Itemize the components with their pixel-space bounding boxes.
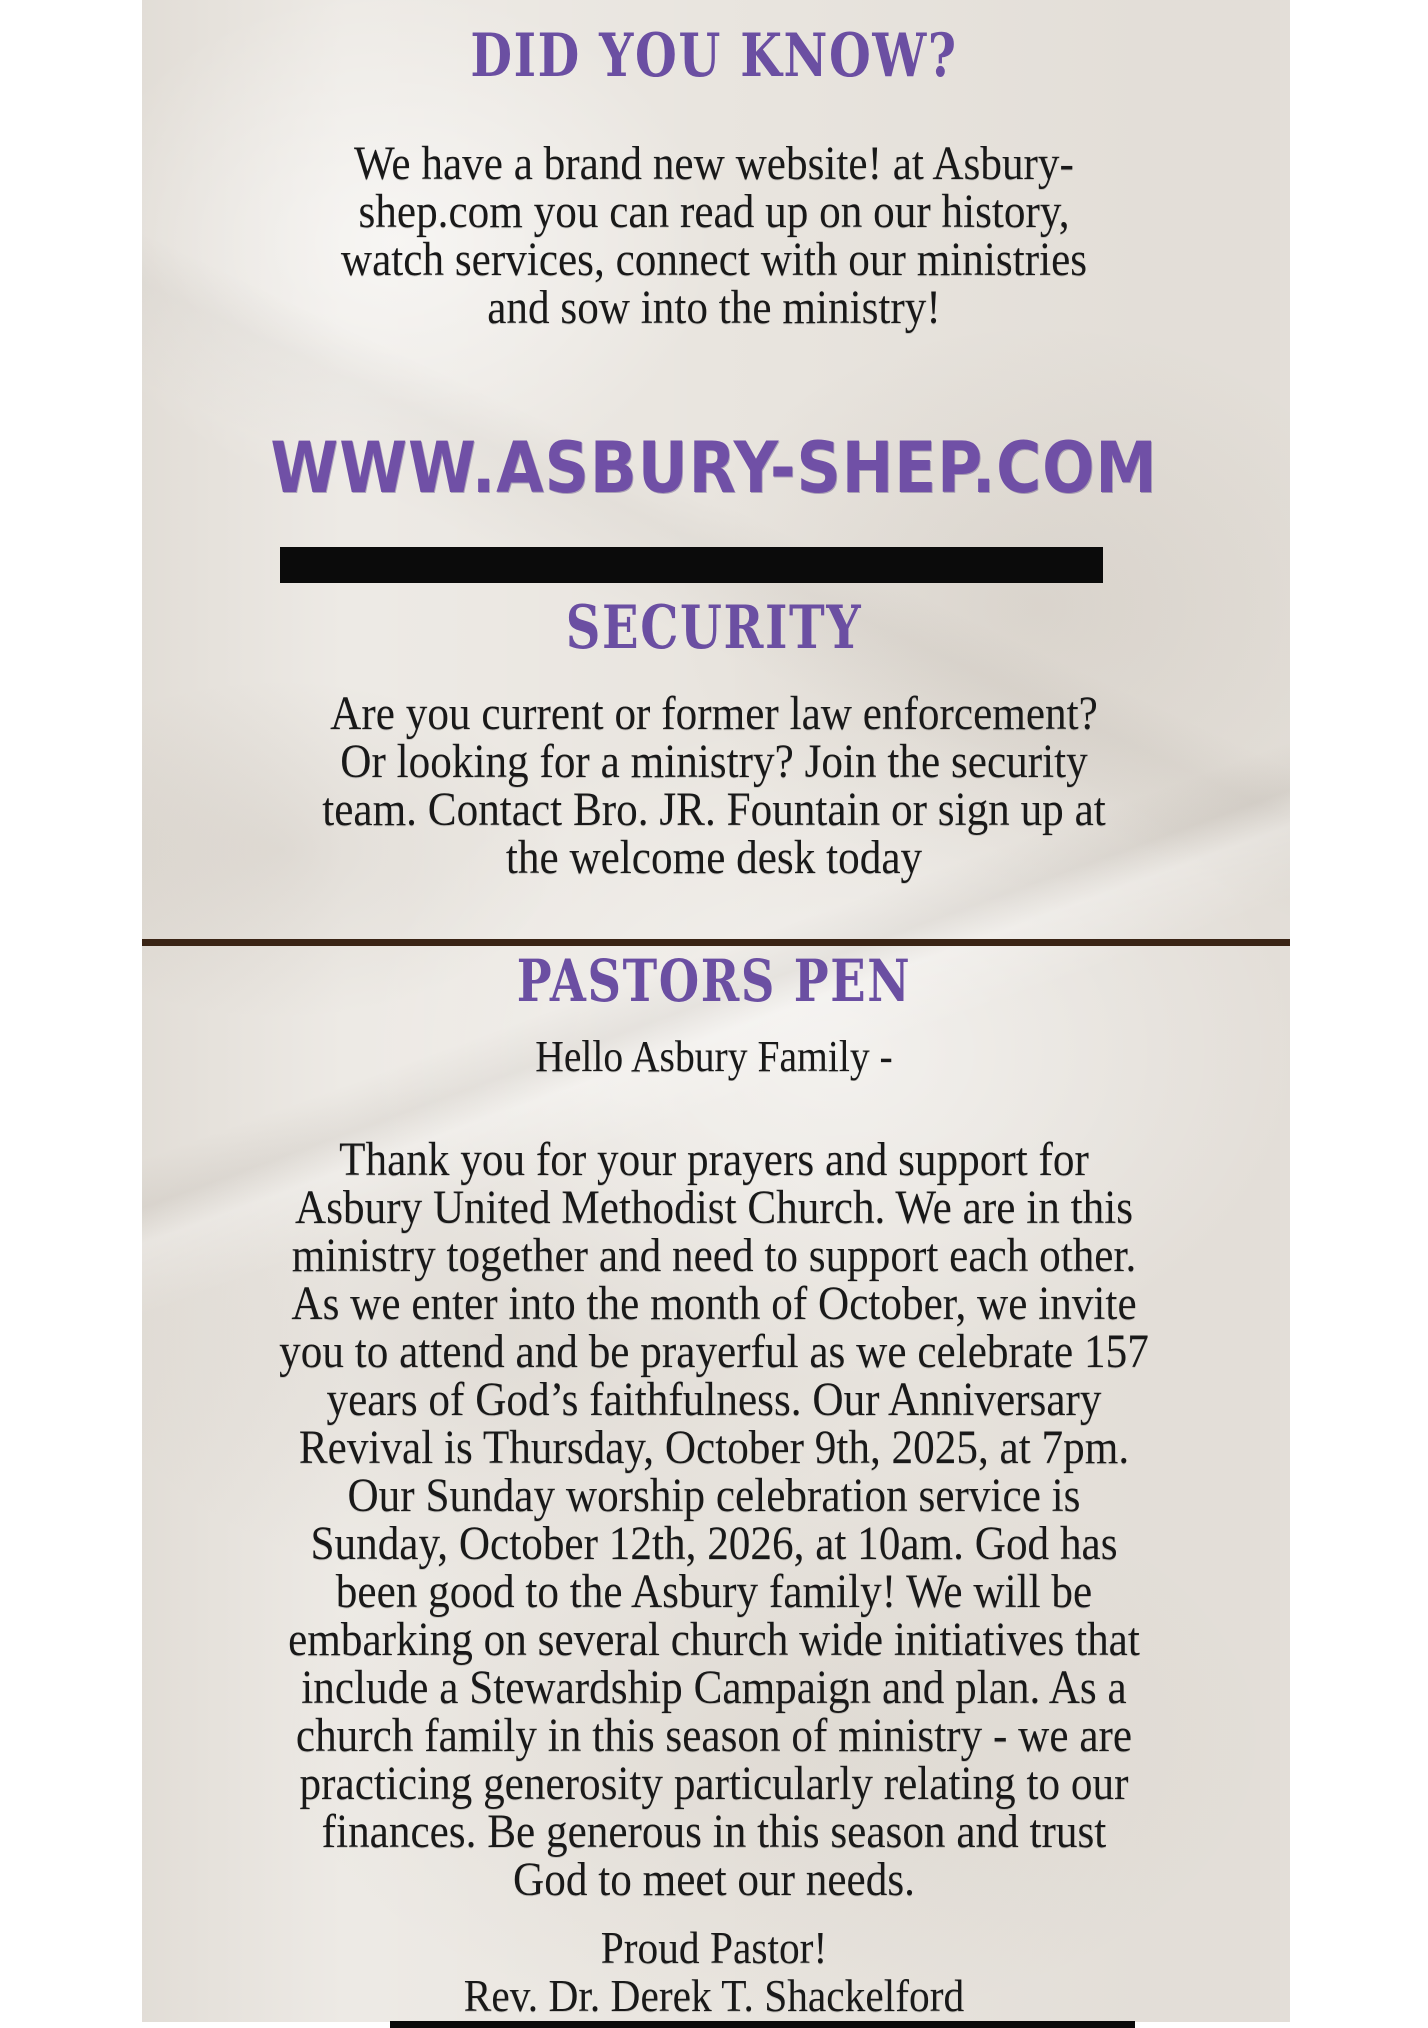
text-line: Our Sunday worship celebration service is (347, 1469, 1081, 1522)
text-line: been good to the Asbury family! We will be (335, 1565, 1093, 1618)
did-you-know-text (71, 137, 1356, 334)
pastors-pen-greeting: Hello Asbury Family - (535, 1032, 893, 1081)
text-line: ministry together and need to support each other. (291, 1229, 1137, 1282)
text-line: years of God’s faithfulness. Our Anniversary (326, 1373, 1102, 1426)
text-line: God to meet our needs. (513, 1853, 915, 1906)
pastors-pen-letter (71, 1133, 1356, 1906)
black-divider-bar (280, 547, 1103, 583)
text-line: Are you current or former law enforcement? (330, 687, 1098, 740)
text-line: Or looking for a ministry? Join the security (340, 735, 1088, 788)
text-line: shep.com you can read up on our history, (358, 185, 1070, 238)
pastors-pen-signoff (71, 1924, 1356, 2020)
text-line: As we enter into the month of October, we invite (291, 1277, 1137, 1330)
text-line: practicing generosity particularly relating to our (299, 1757, 1129, 1810)
text-line: watch services, connect with our ministries (340, 233, 1088, 286)
text-line: Rev. Dr. Derek T. Shackelford (463, 1970, 965, 2021)
section-divider-line (142, 939, 1290, 946)
text-line: Proud Pastor! (600, 1922, 828, 1973)
text-line: the welcome desk today (505, 831, 923, 884)
security-heading: SECURITY (565, 593, 863, 663)
website-url: WWW.ASBURY-SHEP.COM (270, 427, 1158, 509)
text-line: We have a brand new website! at Asbury- (354, 137, 1074, 190)
text-line: Revival is Thursday, October 9th, 2025, at 7pm. (298, 1421, 1130, 1474)
text-line: Sunday, October 12th, 2026, at 10am. God has (310, 1517, 1118, 1570)
text-line: church family in this season of ministry - we are (295, 1709, 1133, 1762)
text-line: team. Contact Bro. JR. Fountain or sign up at (322, 783, 1106, 836)
text-line: embarking on several church wide initiatives that (288, 1613, 1140, 1666)
text-line: you to attend and be prayerful as we celebrate 157 (279, 1325, 1149, 1378)
text-line: Asbury United Methodist Church. We are in this (294, 1181, 1134, 1234)
text-line: and sow into the ministry! (487, 281, 941, 334)
text-line: finances. Be generous in this season and trust (321, 1805, 1107, 1858)
did-you-know-heading: DID YOU KNOW? (470, 21, 958, 91)
pastors-pen-heading: PASTORS PEN (516, 947, 912, 1015)
text-line: include a Stewardship Campaign and plan. As a (301, 1661, 1127, 1714)
security-text (71, 687, 1356, 884)
text-line: Thank you for your prayers and support for (339, 1133, 1089, 1186)
bottom-black-bar (390, 2021, 1135, 2028)
